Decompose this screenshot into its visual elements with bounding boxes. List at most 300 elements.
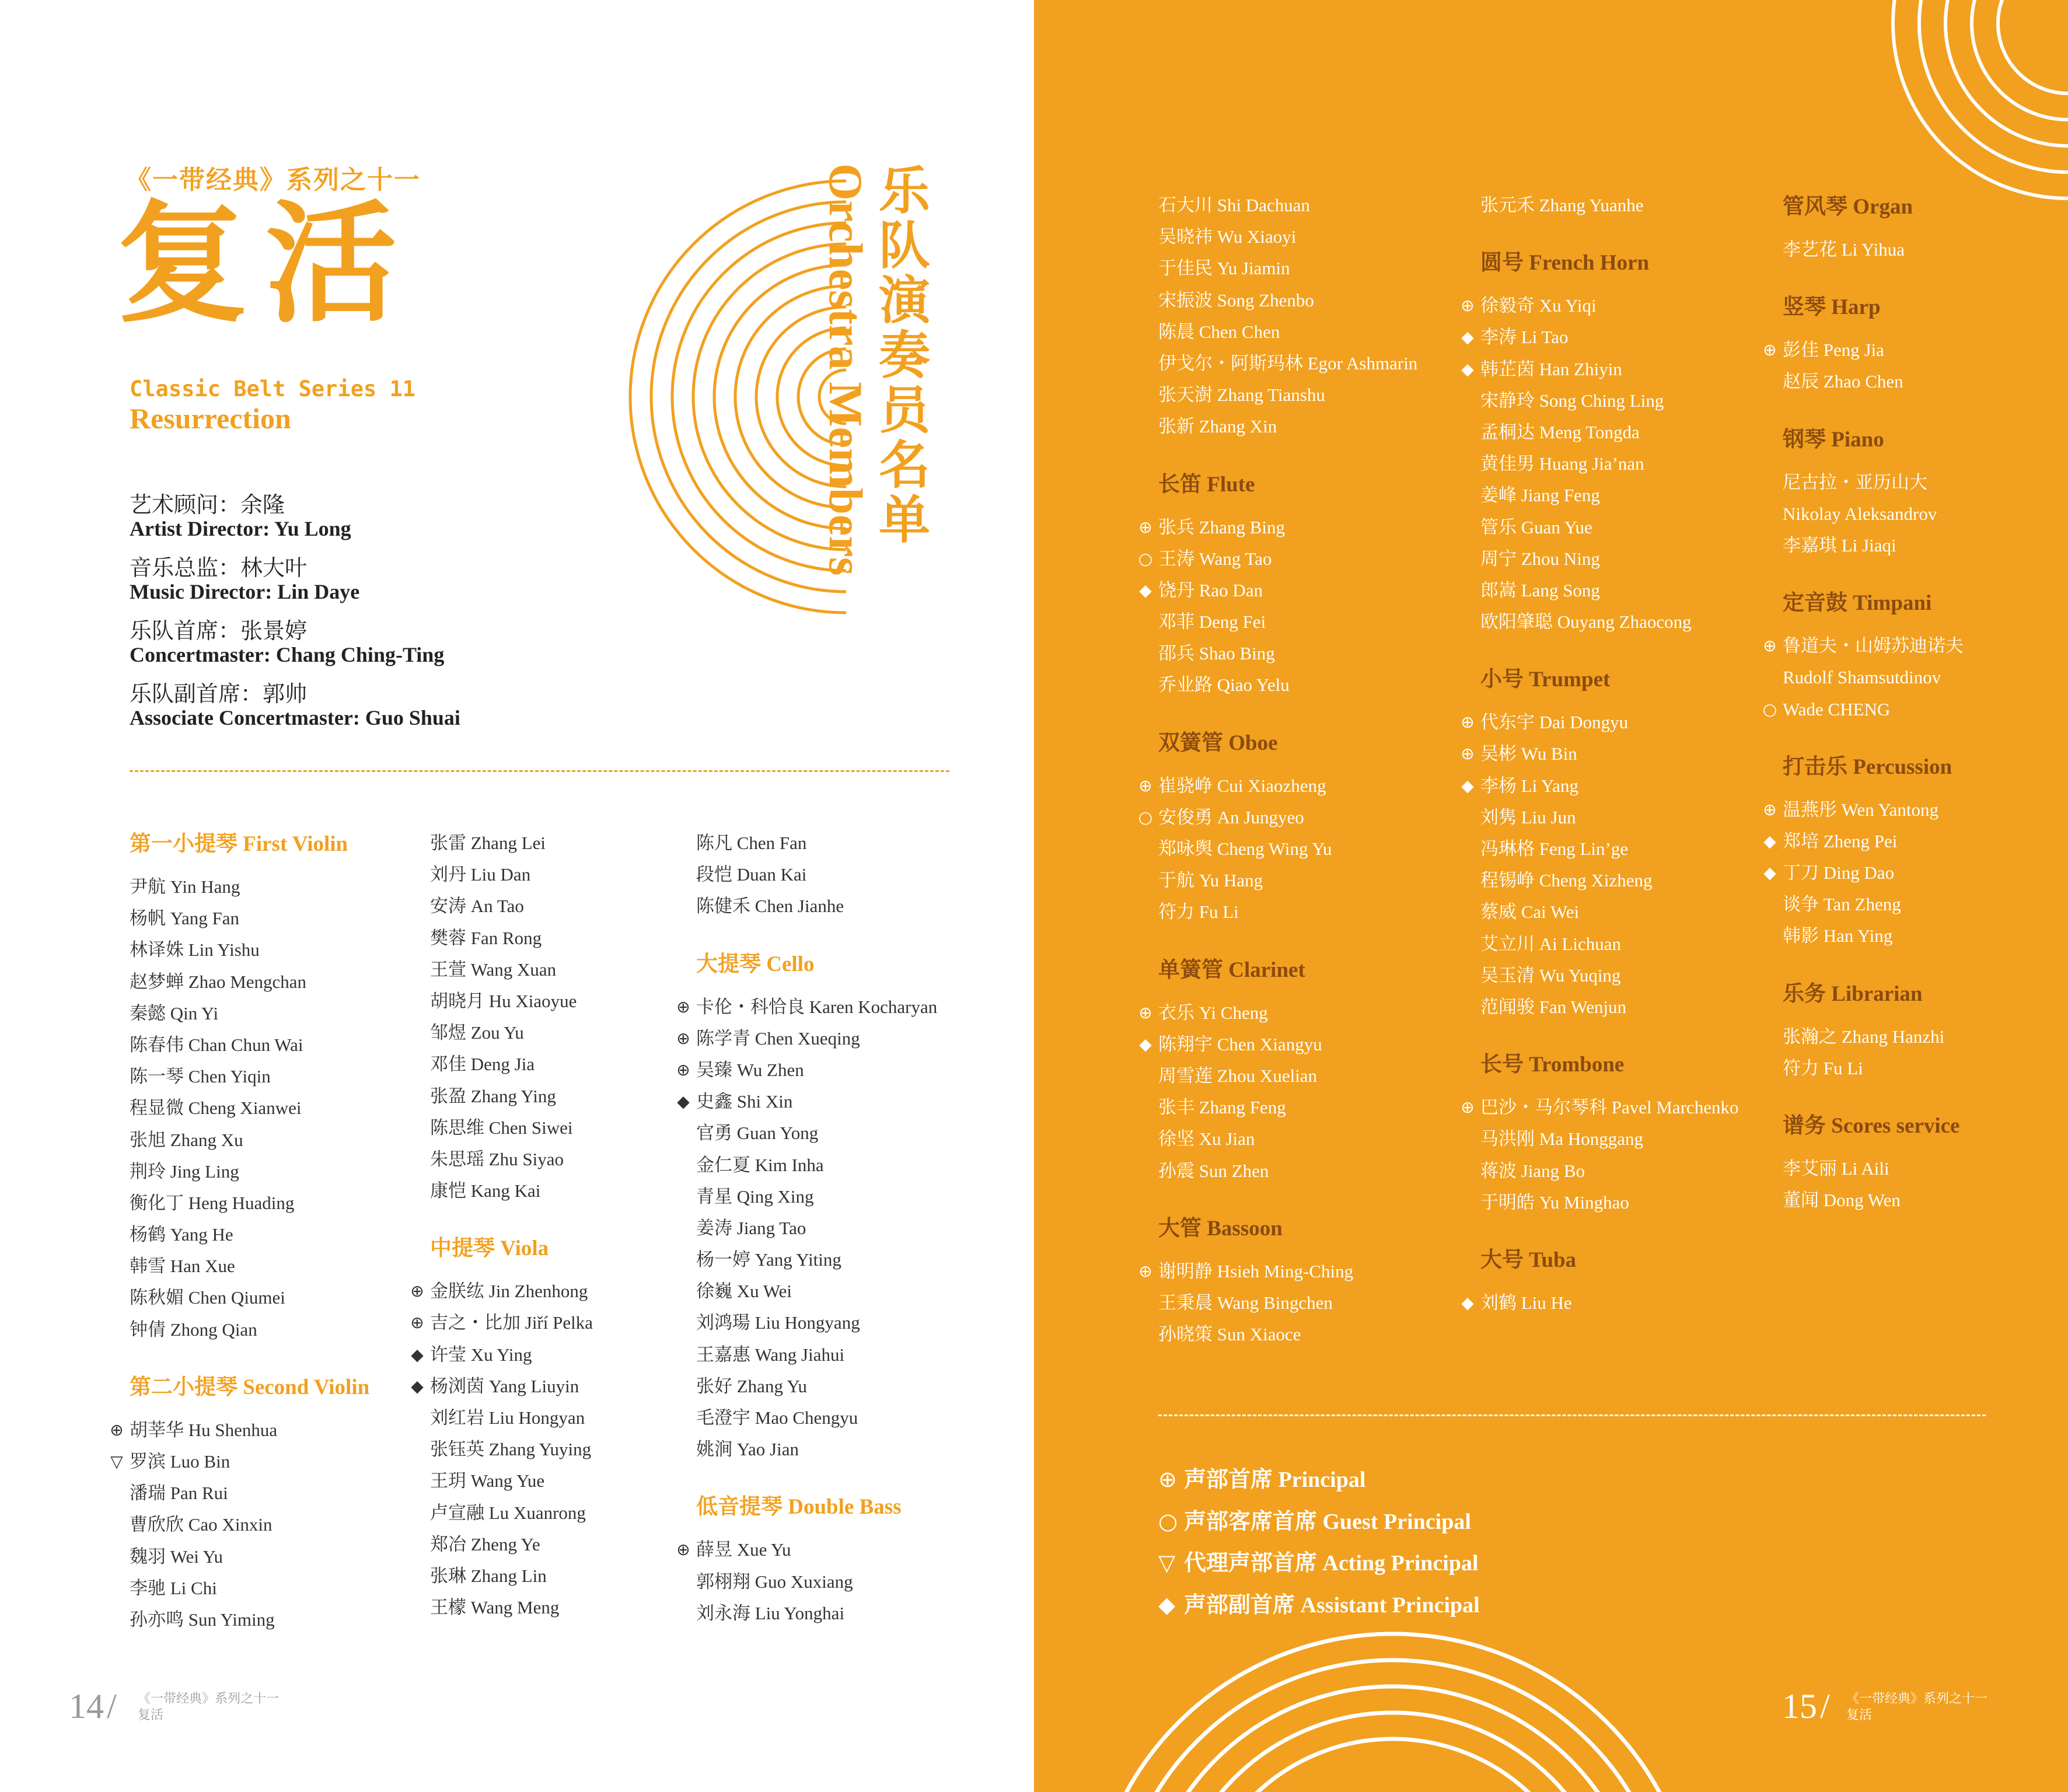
member-row: [430, 1144, 593, 1175]
credit-artist-director: 艺术顾问：余隆 Artist Director: Yu Long: [130, 493, 351, 540]
member-row: [430, 1497, 593, 1529]
section-title-second-violin: 第二小提琴 Second Violin: [130, 1375, 370, 1399]
member-row: [130, 966, 369, 998]
member-row: [430, 859, 593, 890]
member-row: [696, 1117, 937, 1149]
member-name: 李嘉琪 Li Jiaqi: [1783, 535, 1896, 556]
member-row: [1763, 630, 1964, 662]
member-name: 刘鹤 Liu He: [1480, 1292, 1572, 1313]
member-name: 刘丹 Liu Dan: [430, 864, 531, 885]
member-name: 周雪莲 Zhou Xuelian: [1158, 1065, 1318, 1086]
member-name: 伊戈尔・阿斯玛林 Egor Ashmarin: [1158, 352, 1418, 373]
member-row: [1480, 896, 1739, 928]
position-mark-icon: ⊕: [1138, 1261, 1152, 1281]
member-name: 刘红岩 Liu Hongyan: [430, 1407, 585, 1428]
member-row: [1158, 411, 1417, 442]
member-name: 张钰英 Zhang Yuying: [430, 1439, 592, 1460]
member-name: 陈翔宇 Chen Xiangyu: [1158, 1033, 1322, 1054]
member-name: 王檬 Wang Meng: [430, 1597, 560, 1618]
member-row: [1461, 707, 1739, 738]
member-name: 张琳 Zhang Lin: [430, 1565, 547, 1586]
member-row: [1480, 1187, 1739, 1218]
page-footer-right: [1782, 1686, 1988, 1727]
section-title-double-bass: 低音提琴 Double Bass: [696, 1495, 902, 1519]
member-row: [1158, 1155, 1417, 1187]
member-name: 孙亦鸣 Sun Yiming: [130, 1609, 275, 1630]
member-name: Nikolay Aleksandrov: [1783, 503, 1937, 524]
member-row: [430, 890, 593, 922]
member-row: [676, 1054, 937, 1086]
member-name: Rudolf Shamsutdinov: [1783, 667, 1941, 688]
member-name: 刘隽 Liu Jun: [1480, 806, 1576, 827]
section-title-harp: 竖琴 Harp: [1783, 295, 1881, 320]
member-row: [696, 859, 937, 890]
member-row: [1158, 253, 1417, 284]
member-row: [1763, 334, 1964, 366]
member-row: [1461, 1092, 1739, 1123]
assistant-principal-mark-icon: ◆: [1158, 1591, 1176, 1618]
member-row: [130, 1219, 369, 1250]
member-row: [1138, 543, 1417, 575]
member-row: [430, 827, 593, 859]
member-row: [1783, 1053, 1964, 1084]
credit-music-director: 音乐总监：林大叶 Music Director: Lin Daye: [130, 556, 360, 603]
member-row: [1158, 669, 1417, 701]
member-name: 董闻 Dong Wen: [1783, 1190, 1901, 1211]
member-name: 安俊勇 An Jungyeo: [1158, 806, 1304, 827]
member-row: [1480, 575, 1739, 606]
member-row: [1480, 606, 1739, 638]
member-row: [430, 1049, 593, 1080]
member-name: 李艾丽 Li Aili: [1783, 1158, 1889, 1179]
member-name: 徐坚 Xu Jian: [1158, 1129, 1255, 1150]
timpani-list: [1762, 630, 1964, 725]
member-name: 管乐 Guan Yue: [1480, 516, 1592, 537]
section-title-organ: 管风琴 Organ: [1783, 195, 1913, 219]
section-title-percussion: 打击乐 Percussion: [1783, 754, 1952, 779]
member-row: [430, 1112, 593, 1144]
member-name: 郎嵩 Lang Song: [1480, 579, 1600, 600]
member-name: 张丰 Zhang Feng: [1158, 1097, 1286, 1118]
member-row: [430, 954, 593, 986]
member-name: 张天澍 Zhang Tianshu: [1158, 385, 1325, 406]
member-name: 青星 Qing Xing: [696, 1186, 814, 1207]
member-name: 魏羽 Wei Yu: [130, 1546, 223, 1567]
organ-list: [1783, 234, 1964, 266]
member-row: [1783, 366, 1964, 397]
member-name: 钟倩 Zhong Qian: [130, 1319, 257, 1340]
piano-list: [1783, 467, 1964, 562]
section-title-first-violin: 第一小提琴 First Violin: [130, 832, 348, 856]
member-row: [1158, 1287, 1417, 1319]
member-name: 温燕彤 Wen Yantong: [1783, 799, 1939, 820]
position-mark-icon: ▽: [110, 1452, 123, 1471]
member-name: 谢明静 Hsieh Ming-Ching: [1158, 1260, 1354, 1281]
member-name: 郑冶 Zheng Ye: [430, 1533, 540, 1555]
member-row: [1480, 833, 1739, 865]
member-name: 陈健禾 Chen Jianhe: [696, 896, 844, 917]
column-1: [110, 832, 370, 1636]
member-row: [1158, 221, 1417, 253]
second-violin-list-cont: [430, 827, 593, 1207]
member-name: 石大川 Shi Dachuan: [1158, 195, 1311, 215]
member-name: 薛昱 Xue Yu: [696, 1539, 791, 1560]
member-name: 胡莘华 Hu Shenhua: [130, 1419, 278, 1440]
member-row: [130, 1477, 369, 1509]
member-row: [1763, 826, 1964, 857]
member-name: 李涛 Li Tao: [1480, 327, 1569, 348]
member-row: [1783, 530, 1964, 561]
concentric-arcs-bottom: [1098, 1611, 1688, 1792]
credit-concertmaster: 乐队首席：张景婷 Concertmaster: Chang Ching-Ting: [130, 619, 445, 666]
member-name: 衡化丁 Heng Huading: [130, 1192, 295, 1213]
member-name: 黄佳男 Huang Jia’nan: [1480, 453, 1644, 474]
member-name: 徐毅奇 Xu Yiqi: [1480, 295, 1597, 316]
member-row: [130, 903, 369, 934]
position-mark-icon: ⊕: [1138, 776, 1152, 795]
member-name: 程锡峥 Cheng Xizheng: [1480, 870, 1653, 891]
member-name: 吴晓祎 Wu Xiaoyi: [1158, 226, 1297, 247]
position-mark-icon: ◆: [1461, 359, 1474, 379]
section-title-clarinet: 单簧管 Clarinet: [1158, 958, 1305, 982]
position-mark-icon: ⊕: [110, 1420, 124, 1440]
member-name: 李杨 Li Yang: [1480, 775, 1578, 796]
member-row: [1763, 794, 1964, 826]
member-row: [696, 1276, 937, 1307]
page-number: 15: [1782, 1687, 1817, 1725]
member-name: 张新 Zhang Xin: [1158, 416, 1277, 437]
position-mark-icon: ⊕: [1461, 744, 1475, 764]
member-row: [1158, 285, 1417, 316]
member-name: 范闻骏 Fan Wenjun: [1480, 996, 1627, 1017]
legend-item-principal: ⊕ 声部首席 Principal: [1158, 1459, 1480, 1501]
double-bass-list-cont: [1158, 190, 1417, 443]
member-name: 段恺 Duan Kai: [696, 864, 807, 885]
member-row: [676, 1023, 937, 1054]
member-row: [696, 1434, 937, 1465]
title-en: Resurrection: [130, 402, 291, 435]
credit-associate-concertmaster: 乐队副首席：郭帅 Associate Concertmaster: Guo Shuai: [130, 682, 460, 729]
member-row: [130, 1314, 369, 1346]
member-name: 刘永海 Liu Yonghai: [696, 1602, 845, 1623]
member-row: [430, 923, 593, 954]
member-name: 尼古拉・亚历山大: [1783, 471, 1927, 492]
member-name: 毛澄宇 Mao Chengyu: [696, 1407, 858, 1428]
position-mark-icon: ⊕: [676, 1540, 690, 1560]
member-row: [696, 1150, 937, 1181]
member-name: 徐巍 Xu Wei: [696, 1281, 792, 1302]
position-mark-icon: ⊕: [1138, 1002, 1152, 1022]
member-row: [1461, 770, 1739, 802]
section-title-cello: 大提琴 Cello: [696, 952, 815, 976]
member-row: [130, 1509, 369, 1541]
column-r3: [1762, 194, 1964, 1216]
member-name: 张旭 Zhang Xu: [130, 1129, 243, 1150]
section-title-viola: 中提琴 Viola: [430, 1236, 549, 1261]
member-row: [130, 1573, 369, 1604]
member-name: 衣乐 Yi Cheng: [1158, 1002, 1268, 1023]
member-row: [430, 1434, 593, 1465]
member-name: 曹欣欣 Cao Xinxin: [130, 1514, 273, 1535]
member-row: [696, 1598, 937, 1629]
cello-list: [676, 991, 938, 1466]
member-row: [1158, 190, 1417, 221]
viola-list: [410, 1276, 593, 1623]
member-name: 王萱 Wang Xuan: [430, 959, 557, 980]
position-mark-icon: ⊕: [410, 1313, 424, 1333]
position-mark-icon: ○: [1138, 549, 1153, 568]
member-row: [1480, 448, 1739, 480]
member-row: [130, 1092, 369, 1124]
section-title-librarian: 乐务 Librarian: [1783, 981, 1923, 1006]
member-row: [1783, 920, 1964, 952]
page-slash: /: [107, 1687, 117, 1725]
member-row: [1480, 1123, 1739, 1155]
member-name: 姜涛 Jiang Tao: [696, 1217, 806, 1238]
member-row: [130, 1187, 369, 1219]
member-name: 王玥 Wang Yue: [430, 1470, 545, 1491]
second-violin-list: [110, 1414, 369, 1636]
page-title: 复活: [117, 187, 414, 341]
member-row: [696, 1371, 937, 1402]
member-row: [696, 1307, 937, 1339]
member-name: 冯琳格 Feng Lin’ge: [1480, 839, 1629, 859]
section-title-trombone: 长号 Trombone: [1480, 1053, 1625, 1077]
page-footer-left: [69, 1686, 280, 1727]
member-row: [1480, 960, 1739, 991]
divider-right: [1158, 1414, 1986, 1416]
member-row: [430, 1560, 593, 1592]
position-mark-icon: ◆: [1461, 327, 1474, 347]
member-name: 许莹 Xu Ying: [430, 1344, 532, 1365]
section-title-timpani: 定音鼓 Timpani: [1783, 591, 1932, 616]
member-name: 陈思维 Chen Siwei: [430, 1117, 573, 1138]
section-title-scores: 谱务 Scores service: [1783, 1114, 1960, 1138]
member-name: 邵兵 Shao Bing: [1158, 643, 1275, 664]
legend-item-guest-principal: ○ 声部客席首席 Guest Principal: [1158, 1501, 1480, 1543]
position-mark-icon: ○: [1138, 807, 1153, 827]
double-bass-list: [676, 1534, 937, 1629]
member-row: [130, 871, 369, 903]
member-name: 张瀚之 Zhang Hanzhi: [1783, 1026, 1945, 1047]
member-row: [1762, 694, 1964, 725]
member-name: 欧阳肇聪 Ouyang Zhaocong: [1480, 612, 1692, 633]
member-row: [1158, 1319, 1417, 1350]
member-row: [110, 1446, 369, 1477]
member-name: 周宁 Zhou Ning: [1480, 548, 1600, 569]
member-row: [1158, 348, 1417, 379]
member-row: [676, 1534, 937, 1566]
series-title-en: Classic Belt Series 11: [130, 376, 416, 401]
scores-list: [1783, 1153, 1964, 1216]
member-name: 宋振波 Song Zhenbo: [1158, 289, 1314, 310]
oboe-list: [1138, 770, 1417, 928]
member-name: 韩影 Han Ying: [1783, 925, 1893, 946]
member-row: [1139, 575, 1417, 606]
member-row: [1461, 322, 1739, 353]
harp-list: [1763, 334, 1964, 397]
position-mark-icon: ⊕: [1461, 712, 1475, 732]
member-row: [677, 1086, 937, 1117]
member-row: [430, 1081, 593, 1112]
member-name: 胡晓月 Hu Xiaoyue: [430, 990, 577, 1011]
member-row: [130, 1541, 369, 1573]
member-row: [1138, 770, 1417, 802]
member-name: 符力 Fu Li: [1783, 1057, 1863, 1078]
member-name: 秦懿 Qin Yi: [130, 1002, 219, 1023]
legend-item-assistant-principal: ◆ 声部副首席 Assistant Principal: [1158, 1584, 1480, 1626]
position-mark-icon: ⊕: [1138, 517, 1152, 537]
member-row: [696, 1402, 937, 1434]
member-row: [1158, 896, 1417, 928]
member-row: [130, 1029, 369, 1061]
page-number: 14: [69, 1687, 104, 1725]
member-name: 蒋波 Jiang Bo: [1480, 1160, 1585, 1181]
position-mark-icon: ⊕: [1763, 799, 1777, 819]
position-mark-icon: ◆: [1461, 776, 1474, 795]
member-row: [1158, 833, 1417, 865]
member-row: [1461, 290, 1739, 322]
member-name: 杨一婷 Yang Yiting: [696, 1249, 841, 1270]
member-name: 荆玲 Jing Ling: [130, 1161, 239, 1182]
position-mark-icon: ◆: [677, 1092, 690, 1112]
member-name: 宋静玲 Song Ching Ling: [1480, 390, 1664, 411]
member-name: 丁刀 Ding Dao: [1783, 862, 1895, 883]
position-mark-icon: ◆: [411, 1344, 424, 1364]
member-row: [430, 1402, 593, 1434]
member-name: 蔡威 Cai Wei: [1480, 902, 1580, 923]
member-name: 马洪刚 Ma Honggang: [1480, 1129, 1643, 1150]
member-name: 陈晨 Chen Chen: [1158, 321, 1280, 342]
member-row: [696, 1339, 937, 1371]
member-row: [1480, 190, 1739, 221]
member-name: 吴臻 Wu Zhen: [696, 1059, 804, 1080]
column-2: [410, 827, 593, 1623]
member-name: 王涛 Wang Tao: [1158, 548, 1272, 569]
bassoon-list-cont: [1480, 190, 1739, 221]
divider: [130, 770, 949, 772]
member-name: 史鑫 Shi Xin: [696, 1091, 793, 1112]
member-name: 乔业路 Qiao Yelu: [1158, 675, 1290, 696]
member-row: [696, 1244, 937, 1276]
member-name: 程显微 Cheng Xianwei: [130, 1098, 302, 1119]
member-name: 巴沙・马尔琴科 Pavel Marchenko: [1480, 1097, 1739, 1118]
member-row: [1783, 662, 1964, 693]
member-name: 郑咏舆 Cheng Wing Yu: [1158, 839, 1332, 859]
member-name: 金仁夏 Kim Inha: [696, 1154, 824, 1175]
member-row: [130, 1061, 369, 1092]
member-name: 孙晓策 Sun Xiaoce: [1158, 1324, 1301, 1345]
right-page: [1034, 0, 2068, 1792]
section-title-oboe: 双簧管 Oboe: [1158, 731, 1278, 755]
member-row: [1480, 385, 1739, 417]
member-row: [1763, 857, 1964, 889]
member-row: [1158, 316, 1417, 348]
member-name: 张好 Zhang Yu: [696, 1375, 807, 1396]
member-row: [1158, 379, 1417, 411]
position-mark-icon: ◆: [1461, 1293, 1474, 1312]
member-name: 张雷 Zhang Lei: [430, 833, 546, 853]
member-row: [1138, 802, 1417, 833]
section-title-tuba: 大号 Tuba: [1480, 1248, 1577, 1272]
position-mark-icon: ⊕: [1461, 296, 1475, 316]
member-row: [130, 998, 369, 1029]
member-row: [1783, 1185, 1964, 1216]
member-row: [696, 1213, 937, 1244]
member-name: Wade CHENG: [1783, 698, 1891, 719]
legend-item-acting-principal: ▽ 代理声部首席 Acting Principal: [1158, 1542, 1480, 1584]
member-name: 郑培 Zheng Pei: [1783, 830, 1898, 851]
member-row: [130, 1124, 369, 1156]
member-row: [676, 991, 938, 1023]
member-row: [430, 1592, 593, 1623]
position-mark-icon: ◆: [1139, 580, 1152, 600]
member-name: 杨帆 Yang Fan: [130, 908, 240, 929]
bassoon-list: [1138, 1256, 1417, 1351]
position-mark-icon: ⊕: [676, 1060, 690, 1080]
member-row: [1139, 1029, 1417, 1060]
page-note-title: 复活: [138, 1708, 164, 1723]
member-row: [1138, 997, 1417, 1029]
member-row: [130, 1250, 369, 1282]
member-name: 韩芷茵 Han Zhiyin: [1480, 358, 1622, 379]
member-name: 张元禾 Zhang Yuanhe: [1480, 195, 1644, 215]
position-mark-icon: ◆: [411, 1376, 424, 1396]
column-r2: [1461, 190, 1739, 1319]
member-row: [1138, 512, 1417, 543]
member-row: [410, 1276, 593, 1307]
member-row: [430, 1529, 593, 1560]
member-row: [1783, 1153, 1964, 1185]
member-row: [696, 890, 937, 922]
position-mark-icon: ◆: [1763, 863, 1776, 883]
member-row: [1783, 498, 1964, 530]
first-violin-list: [130, 871, 369, 1346]
member-name: 符力 Fu Li: [1158, 902, 1239, 923]
member-name: 朱思瑶 Zhu Siyao: [430, 1148, 564, 1169]
member-row: [1461, 1287, 1739, 1319]
member-name: 吴玉清 Wu Yuqing: [1480, 965, 1621, 986]
page-note-series: 《一带经典》系列之十一: [1846, 1692, 1988, 1706]
member-name: 尹航 Yin Hang: [130, 876, 240, 897]
member-name: 陈秋媚 Chen Qiumei: [130, 1287, 285, 1308]
member-name: 吴彬 Wu Bin: [1480, 743, 1577, 764]
member-row: [1480, 543, 1739, 575]
member-name: 艾立川 Ai Lichuan: [1480, 933, 1622, 954]
member-name: 王嘉惠 Wang Jiahui: [696, 1344, 845, 1365]
member-row: [1138, 1256, 1417, 1287]
section-title-flute: 长笛 Flute: [1158, 472, 1255, 497]
member-name: 康恺 Kang Kai: [430, 1180, 541, 1201]
librarian-list: [1783, 1021, 1964, 1084]
member-name: 陈春伟 Chan Chun Wai: [130, 1034, 303, 1055]
french-horn-list: [1461, 290, 1739, 638]
member-name: 姚涧 Yao Jian: [696, 1439, 799, 1460]
member-row: [430, 1017, 593, 1049]
member-name: 赵梦蝉 Zhao Mengchan: [130, 971, 307, 992]
member-row: [130, 1604, 369, 1636]
member-name: 于佳民 Yu Jiamin: [1158, 258, 1290, 279]
percussion-list: [1763, 794, 1964, 952]
member-row: [696, 1181, 937, 1213]
tuba-list: [1461, 1287, 1739, 1319]
member-row: [1480, 991, 1739, 1023]
section-title-piano: 钢琴 Piano: [1783, 427, 1884, 452]
member-row: [430, 986, 593, 1017]
member-row: [130, 1282, 369, 1314]
member-name: 王秉晨 Wang Bingchen: [1158, 1292, 1333, 1313]
member-name: 饶丹 Rao Dan: [1158, 579, 1263, 600]
